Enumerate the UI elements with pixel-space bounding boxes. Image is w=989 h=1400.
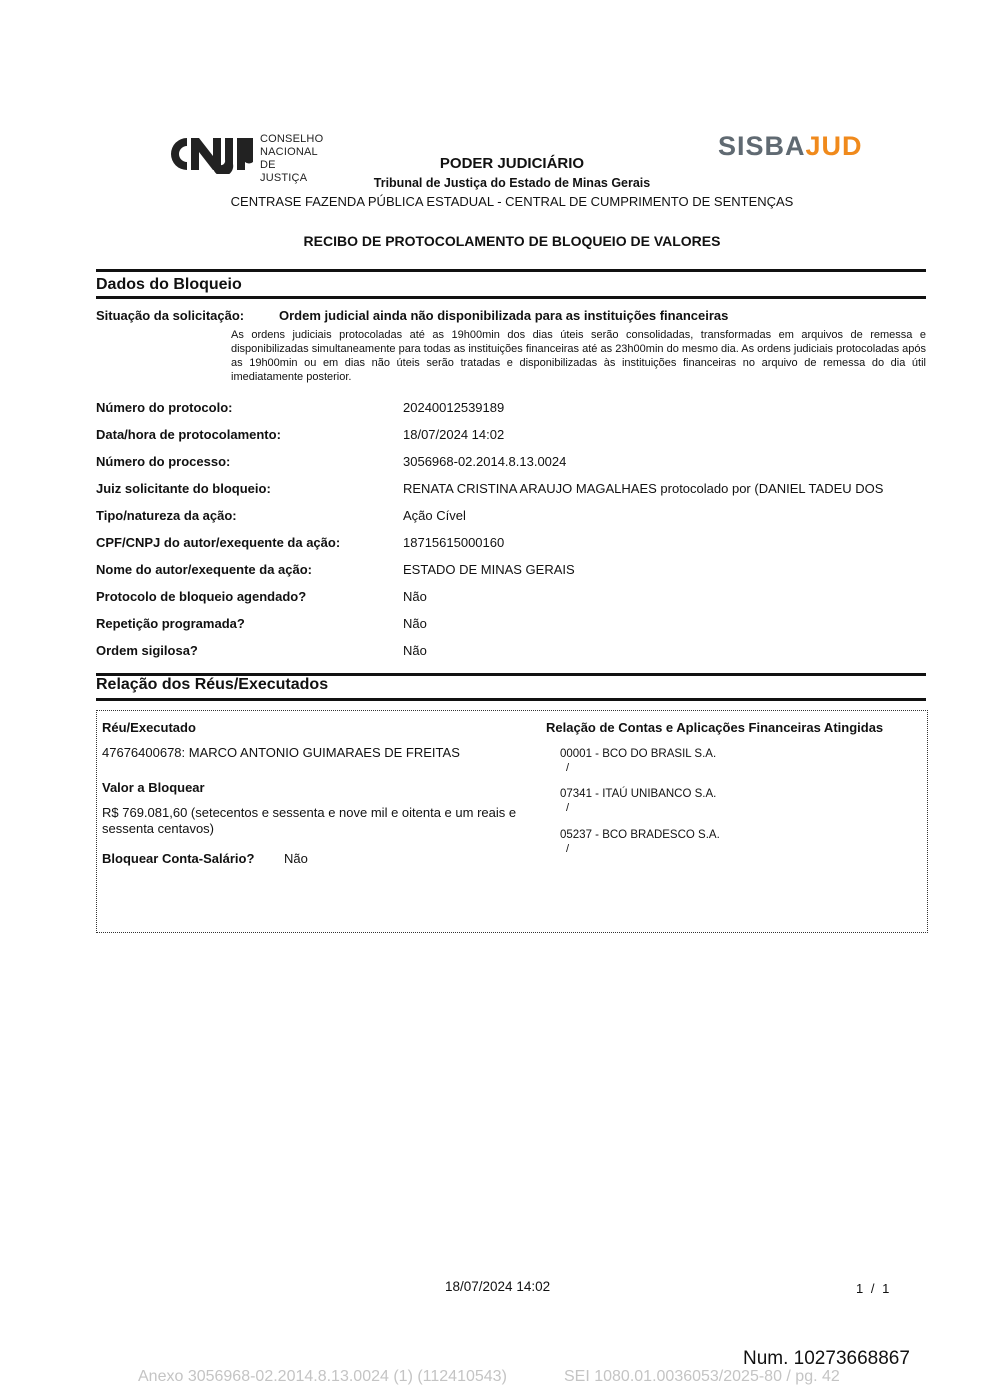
field-value: Ação Cível [403, 508, 466, 523]
section-rule-bottom [96, 296, 926, 299]
field-value: 20240012539189 [403, 400, 505, 415]
sisbajud-part1: SISBA [718, 131, 806, 161]
footer-date: 18/07/2024 14:02 [445, 1279, 551, 1294]
field-value: RENATA CRISTINA ARAUJO MAGALHAES protocolado por (DANIEL TADEU DOS [403, 481, 884, 496]
field-label: Repetição programada? [96, 616, 245, 631]
bank-detail: / [566, 802, 570, 814]
field-label: Ordem sigilosa? [96, 643, 198, 658]
tribunal-title: Tribunal de Justiça do Estado de Minas Gerais [373, 176, 651, 190]
poder-judiciario-title: PODER JUDICIÁRIO [439, 155, 585, 172]
bank-item: 00001 - BCO DO BRASIL S.A. [560, 748, 717, 760]
bank-detail: / [566, 762, 570, 774]
field-value: Não [403, 643, 427, 658]
field-label: Data/hora de protocolamento: [96, 427, 281, 442]
contas-label: Relação de Contas e Aplicações Financeiras Atingidas [546, 720, 884, 735]
field-label: Juiz solicitante do bloqueio: [96, 481, 271, 496]
field-value: Não [403, 616, 427, 631]
valor-line-1: R$ 769.081,60 (setecentos e sessenta e nove mil e oitenta e um reais e [102, 805, 517, 820]
salario-value: Não [284, 851, 308, 866]
reus-box [96, 710, 928, 933]
recibo-title: RECIBO DE PROTOCOLAMENTO DE BLOQUEIO DE VALORES [303, 233, 721, 249]
situacao-label: Situação da solicitação: [96, 308, 245, 323]
field-value: 18/07/2024 14:02 [403, 427, 505, 442]
salario-label: Bloquear Conta-Salário? [102, 851, 255, 866]
reu-value: 47676400678: MARCO ANTONIO GUIMARAES DE FREITAS [102, 745, 460, 760]
section-title-bloqueio: Dados do Bloqueio [96, 276, 242, 293]
central-title: CENTRASE FAZENDA PÚBLICA ESTADUAL - CENTRAL DE CUMPRIMENTO DE SENTENÇAS [230, 194, 794, 209]
field-label: Nome do autor/exequente da ação: [96, 562, 312, 577]
bank-detail: / [566, 843, 570, 855]
cnj-line-1: CONSELHO [260, 133, 324, 145]
field-label: Número do protocolo: [96, 400, 233, 415]
field-value: ESTADO DE MINAS GERAIS [403, 562, 575, 577]
field-value: Não [403, 589, 427, 604]
sisbajud-part2: JUD [805, 131, 863, 161]
field-value: 18715615000160 [403, 535, 505, 550]
document-number: Num. 10273668867 [743, 1348, 910, 1369]
bank-item: 07341 - ITAÚ UNIBANCO S.A. [560, 788, 717, 800]
cnj-line-2: NACIONAL [260, 146, 318, 158]
field-label: CPF/CNPJ do autor/exequente da ação: [96, 535, 341, 550]
section-rule-top [96, 269, 926, 272]
field-value: 3056968-02.2014.8.13.0024 [403, 454, 567, 469]
watermark-sei: SEI 1080.01.0036053/2025-80 / pg. 42 [564, 1368, 840, 1385]
section-rule-bottom [96, 698, 926, 701]
bank-item: 05237 - BCO BRADESCO S.A. [560, 829, 720, 841]
reu-label: Réu/Executado [102, 720, 196, 735]
field-label: Tipo/natureza da ação: [96, 508, 237, 523]
situacao-value: Ordem judicial ainda não disponibilizada para as instituições financeiras [279, 308, 729, 323]
field-label: Número do processo: [96, 454, 231, 469]
cnj-line-3: DE JUSTIÇA [260, 159, 308, 184]
field-label: Protocolo de bloqueio agendado? [96, 589, 307, 604]
valor-label: Valor a Bloquear [102, 780, 205, 795]
page-number: 1 / 1 [856, 1281, 892, 1296]
situacao-note: As ordens judiciais protocoladas até as 19h00min dos dias úteis serão consolidadas, transformadas em arquivos de remessa e disponibilizadas simultaneamente para todas as instituições financeiras até as 23h00min do mesmo dia. As ordens judiciais protocoladas após as 19h00min ou em dias não úteis serão tratadas e disponibilizadas às instituições financeiras no arquivo de remessa do dia útil imediatamente posterior. [231, 329, 926, 383]
section-title-reus: Relação dos Réus/Executados [96, 676, 329, 693]
watermark-anexo: Anexo 3056968-02.2014.8.13.0024 (1) (112410543) [138, 1368, 507, 1385]
valor-line-2: sessenta centavos) [102, 821, 215, 836]
